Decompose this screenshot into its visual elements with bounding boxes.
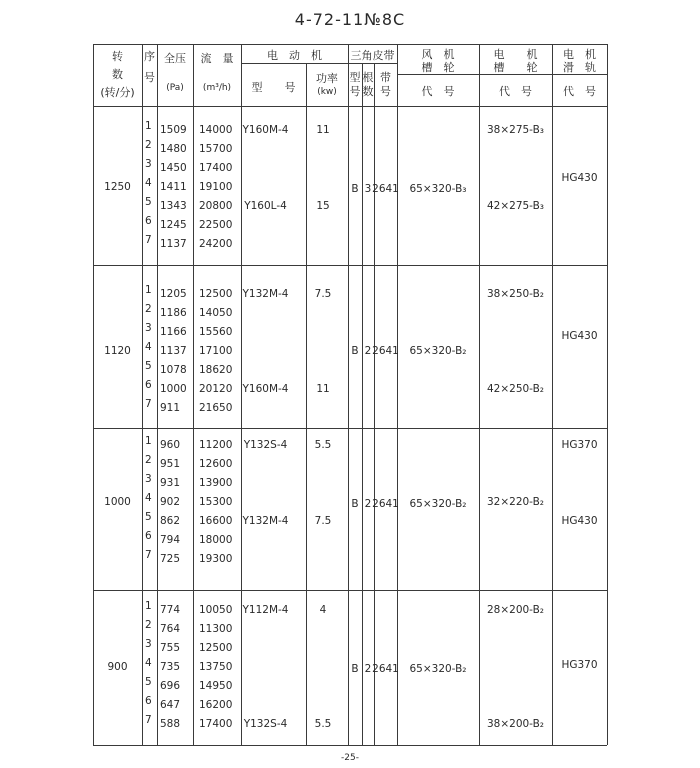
seq-cell: 5 <box>145 676 152 688</box>
seq-cell: 5 <box>145 360 152 372</box>
motor-model-cell: Y132S-4 <box>243 439 288 451</box>
seq-cell: 5 <box>145 196 152 208</box>
column-divider <box>552 44 553 745</box>
pressure-cell: 951 <box>160 458 181 470</box>
flow-cell: 15560 <box>199 326 233 338</box>
header-pressure: 全压 <box>164 52 186 65</box>
header-flow-unit: (m³/h) <box>202 83 232 93</box>
group-divider <box>93 428 607 429</box>
header-motor-power: 功率 <box>316 72 338 85</box>
motor-power-cell: 15 <box>316 200 330 212</box>
flow-cell: 22500 <box>199 219 233 231</box>
flow-cell: 24200 <box>199 238 233 250</box>
flow-cell: 18000 <box>199 534 233 546</box>
seq-cell: 4 <box>145 657 152 669</box>
header-seq: 序 <box>144 50 155 63</box>
flow-cell: 15700 <box>199 143 233 155</box>
seq-cell: 1 <box>145 435 152 447</box>
belt-code-cell: 2641 <box>372 182 399 195</box>
seq-cell: 3 <box>145 158 152 170</box>
seq-cell: 7 <box>145 398 152 410</box>
flow-cell: 16200 <box>199 699 233 711</box>
column-divider <box>348 44 349 745</box>
page-title: 4-72-11№8C <box>294 10 406 29</box>
speed-cell: 1250 <box>104 181 131 193</box>
header-motor-pulley: 槽 轮 <box>493 61 538 74</box>
fan-pulley-cell: 65×320-B₂ <box>409 662 467 675</box>
motor-power-cell: 7.5 <box>314 515 332 527</box>
flow-cell: 16600 <box>199 515 233 527</box>
seq-cell: 2 <box>145 619 152 631</box>
header-fan-pulley-code: 代 号 <box>421 85 455 98</box>
flow-cell: 12500 <box>199 288 233 300</box>
pressure-cell: 931 <box>160 477 181 489</box>
seq-cell: 7 <box>145 714 152 726</box>
belt-count-cell: 2 <box>364 662 372 675</box>
column-divider <box>397 44 398 745</box>
header-belt-code: 号 <box>380 85 391 98</box>
header-seq: 号 <box>144 71 155 84</box>
seq-cell: 4 <box>145 177 152 189</box>
motor-pulley-cell: 28×200-B₂ <box>486 604 545 616</box>
flow-cell: 17400 <box>199 718 233 730</box>
pressure-cell: 1480 <box>160 143 187 155</box>
header-belt-type: 号 <box>349 85 361 98</box>
seq-cell: 5 <box>145 511 152 523</box>
pressure-cell: 862 <box>160 515 181 527</box>
pressure-cell: 1411 <box>160 181 187 193</box>
seq-cell: 2 <box>145 303 152 315</box>
pressure-cell: 725 <box>160 553 181 565</box>
belt-code-cell: 2641 <box>372 345 399 357</box>
motor-pulley-cell: 38×275-B₃ <box>486 124 545 136</box>
belt-type-cell: B <box>351 345 359 357</box>
pressure-cell: 588 <box>160 718 181 730</box>
pressure-cell: 1343 <box>160 200 187 212</box>
motor-model-cell: Y160L-4 <box>244 200 287 212</box>
motor-pulley-cell: 38×200-B₂ <box>486 718 545 730</box>
pressure-cell: 647 <box>160 699 181 711</box>
header-motor-pulley: 电 机 <box>493 48 538 61</box>
header-motor-rail: 电 机 <box>563 48 596 61</box>
table-bottom-border <box>93 745 607 746</box>
seq-cell: 4 <box>145 341 152 353</box>
page-number: -25- <box>341 753 359 763</box>
fan-performance-table <box>93 44 607 745</box>
header-belt-type: 型 <box>349 71 361 84</box>
header-fan-pulley: 风 机 <box>421 48 455 61</box>
motor-power-cell: 5.5 <box>314 718 332 730</box>
pressure-cell: 1166 <box>160 326 187 338</box>
flow-cell: 19300 <box>199 553 233 565</box>
pressure-cell: 1186 <box>160 307 187 319</box>
pressure-cell: 764 <box>160 623 181 635</box>
flow-cell: 11200 <box>199 439 233 451</box>
seq-cell: 7 <box>145 549 152 561</box>
seq-cell: 2 <box>145 454 152 466</box>
seq-cell: 6 <box>145 379 152 391</box>
seq-cell: 1 <box>145 120 152 132</box>
motor-power-cell: 5.5 <box>314 439 332 451</box>
speed-cell: 900 <box>107 661 128 673</box>
seq-cell: 2 <box>145 139 152 151</box>
header-motor-power-unit: (kw) <box>317 87 337 97</box>
motor-rail-cell: HG430 <box>561 171 598 184</box>
seq-cell: 1 <box>145 284 152 296</box>
seq-cell: 4 <box>145 492 152 504</box>
belt-code-cell: 2641 <box>372 497 399 510</box>
column-divider <box>93 44 94 745</box>
fan-pulley-cell: 65×320-B₃ <box>409 182 467 195</box>
pressure-cell: 902 <box>160 496 181 508</box>
column-divider <box>306 63 307 745</box>
flow-cell: 17400 <box>199 162 233 174</box>
seq-cell: 7 <box>145 234 152 246</box>
seq-cell: 3 <box>145 322 152 334</box>
motor-rail-cell: HG370 <box>561 439 598 451</box>
belt-type-cell: B <box>351 662 359 675</box>
pressure-cell: 1450 <box>160 162 187 174</box>
speed-cell: 1120 <box>104 345 131 357</box>
motor-model-cell: Y132M-4 <box>242 288 289 300</box>
flow-cell: 21650 <box>199 402 233 414</box>
pressure-cell: 1509 <box>160 124 187 136</box>
seq-cell: 3 <box>145 473 152 485</box>
motor-model-cell: Y160M-4 <box>242 124 289 136</box>
pressure-cell: 1137 <box>160 238 187 250</box>
motor-rail-cell: HG430 <box>561 329 598 342</box>
header-fan-pulley: 槽 轮 <box>421 61 455 74</box>
column-divider <box>607 44 608 745</box>
pressure-cell: 755 <box>160 642 181 654</box>
belt-type-cell: B <box>351 497 359 510</box>
pressure-cell: 735 <box>160 661 181 673</box>
header-motor-model: 型 号 <box>251 81 296 94</box>
flow-cell: 20800 <box>199 200 233 212</box>
belt-code-cell: 2641 <box>372 662 399 675</box>
motor-model-cell: Y132S-4 <box>243 718 288 730</box>
flow-cell: 14050 <box>199 307 233 319</box>
fan-pulley-cell: 65×320-B₂ <box>409 345 467 357</box>
flow-cell: 14950 <box>199 680 233 692</box>
column-divider <box>479 44 480 745</box>
pressure-cell: 911 <box>160 402 181 414</box>
motor-model-cell: Y112M-4 <box>242 604 289 616</box>
header-motor: 电 动 机 <box>267 49 322 62</box>
belt-count-cell: 2 <box>364 497 372 510</box>
column-divider <box>142 44 143 745</box>
pressure-cell: 1205 <box>160 288 187 300</box>
pressure-cell: 1000 <box>160 383 187 395</box>
motor-model-cell: Y132M-4 <box>242 515 289 527</box>
seq-cell: 3 <box>145 638 152 650</box>
group-divider <box>93 590 607 591</box>
motor-pulley-cell: 42×275-B₃ <box>486 200 545 212</box>
motor-rail-cell: HG370 <box>561 659 598 672</box>
seq-cell: 6 <box>145 530 152 542</box>
header-motor-rail-code: 代 号 <box>563 85 596 98</box>
pressure-cell: 1078 <box>160 364 187 376</box>
header-belt: 三角皮带 <box>350 49 395 62</box>
group-divider <box>93 265 607 266</box>
motor-pulley-cell: 42×250-B₂ <box>486 383 545 395</box>
column-divider <box>157 44 158 745</box>
motor-power-cell: 11 <box>316 383 330 395</box>
motor-power-cell: 7.5 <box>314 288 332 300</box>
column-divider <box>374 63 375 745</box>
header-belt-code: 带 <box>380 71 391 84</box>
header-speed: 转 <box>112 50 123 63</box>
motor-power-cell: 11 <box>316 124 330 136</box>
header-motor-pulley-code: 代 号 <box>499 85 532 98</box>
flow-cell: 13900 <box>199 477 233 489</box>
fan-pulley-cell: 65×320-B₂ <box>409 497 467 510</box>
flow-cell: 15300 <box>199 496 233 508</box>
speed-cell: 1000 <box>104 496 131 508</box>
seq-cell: 6 <box>145 695 152 707</box>
table-top-border <box>93 44 607 45</box>
flow-cell: 17100 <box>199 345 233 357</box>
pressure-cell: 774 <box>160 604 181 616</box>
header-belt-count: 根 <box>362 71 374 84</box>
flow-cell: 20120 <box>199 383 233 395</box>
pressure-cell: 1245 <box>160 219 187 231</box>
belt-count-cell: 3 <box>364 182 372 195</box>
flow-cell: 13750 <box>199 661 233 673</box>
header-belt-count: 数 <box>362 85 374 98</box>
group-divider <box>93 106 607 107</box>
motor-pulley-cell: 38×250-B₂ <box>486 288 545 300</box>
belt-count-cell: 2 <box>364 345 372 357</box>
flow-cell: 12500 <box>199 642 233 654</box>
motor-rail-cell: HG430 <box>561 515 598 527</box>
header-motor-rail: 滑 轨 <box>563 61 596 74</box>
flow-cell: 18620 <box>199 364 233 376</box>
flow-cell: 10050 <box>199 604 233 616</box>
motor-power-cell: 4 <box>319 604 327 616</box>
flow-cell: 14000 <box>199 124 233 136</box>
pressure-cell: 960 <box>160 439 181 451</box>
subheader-divider <box>397 74 607 75</box>
flow-cell: 12600 <box>199 458 233 470</box>
header-speed-unit: (转/分) <box>100 86 135 99</box>
pressure-cell: 1137 <box>160 345 187 357</box>
header-pressure-unit: (Pa) <box>166 83 184 93</box>
header-flow: 流 量 <box>200 52 234 65</box>
belt-type-cell: B <box>351 182 359 195</box>
pressure-cell: 794 <box>160 534 181 546</box>
column-divider <box>362 63 363 745</box>
header-speed: 数 <box>112 68 123 81</box>
flow-cell: 11300 <box>199 623 233 635</box>
column-divider <box>193 44 194 745</box>
seq-cell: 6 <box>145 215 152 227</box>
seq-cell: 1 <box>145 600 152 612</box>
motor-pulley-cell: 32×220-B₂ <box>486 496 545 508</box>
pressure-cell: 696 <box>160 680 181 692</box>
flow-cell: 19100 <box>199 181 233 193</box>
motor-model-cell: Y160M-4 <box>242 383 289 395</box>
